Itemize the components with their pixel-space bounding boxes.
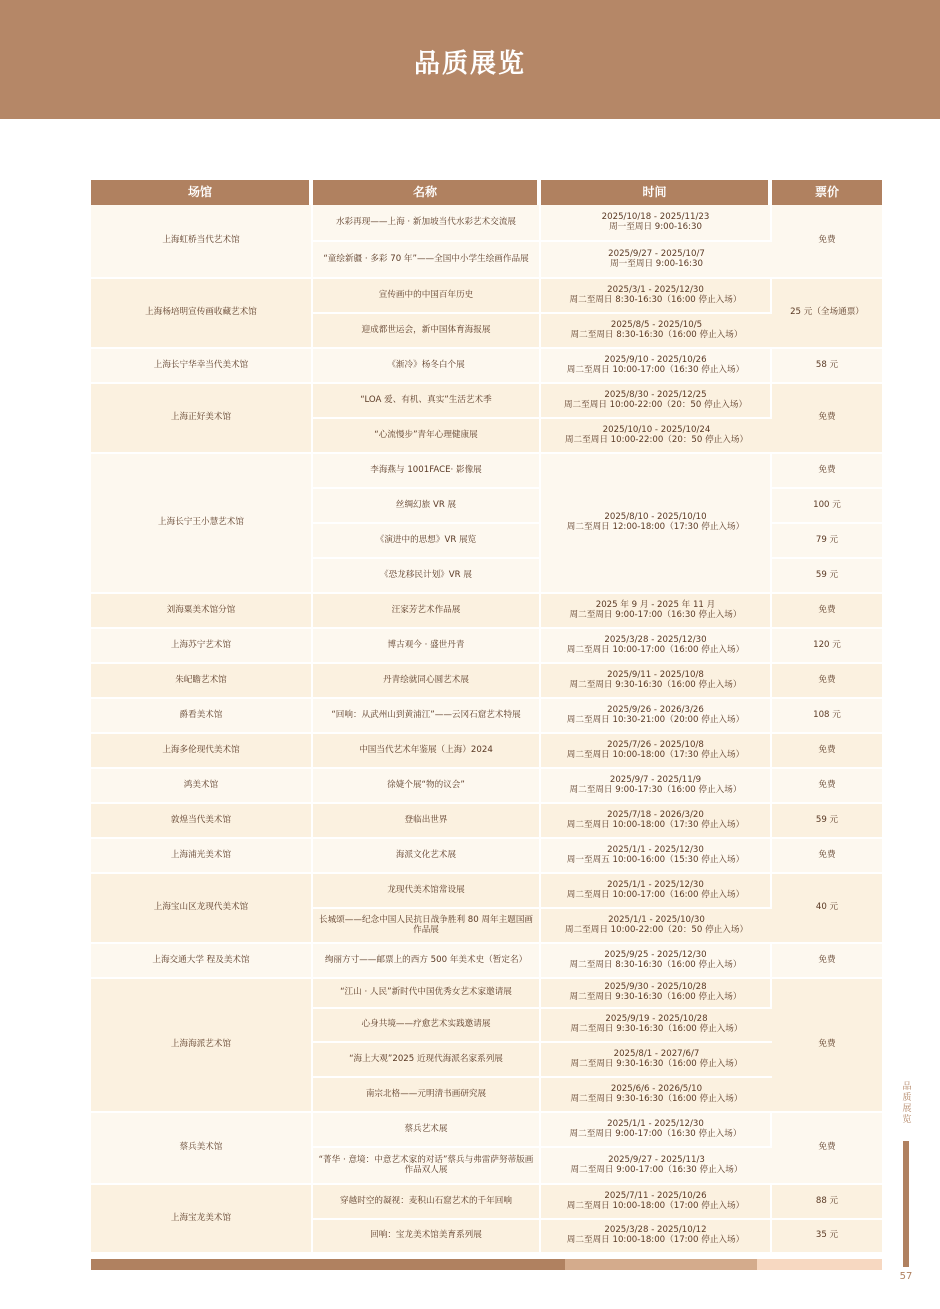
exhibition-name-cell: 中国当代艺术年鉴展（上海）2024 [313, 734, 541, 769]
opening-hours: 周二至周日 9:00-17:00（16:30 停止入场） [569, 1128, 742, 1139]
bottom-bar-mid [565, 1259, 757, 1270]
price-cell: 59 元 [772, 804, 882, 839]
time-cell [541, 454, 772, 594]
exhibition-name-cell: 心身共境——疗愈艺术实践邀请展 [313, 1009, 541, 1043]
table-row [91, 349, 882, 384]
date-range: 2025/7/18 - 2026/3/20 [607, 809, 704, 820]
opening-hours: 周二至周日 10:00-17:00（16:30 停止入场） [566, 364, 745, 375]
exhibition-name-cell: 丝绸幻旅 VR 展 [313, 489, 541, 524]
table-row [91, 769, 882, 804]
price-cell: 免费 [772, 979, 882, 1113]
time-cell [541, 1078, 772, 1113]
time-cell [541, 664, 772, 699]
date-range: 2025/9/27 - 2025/11/3 [608, 1154, 705, 1165]
date-range: 2025/7/11 - 2025/10/26 [604, 1190, 707, 1201]
table-row [91, 839, 882, 874]
date-range: 2025/9/7 - 2025/11/9 [609, 774, 702, 785]
date-range: 2025/3/28 - 2025/12/30 [604, 634, 707, 645]
opening-hours: 周二至周日 10:00-22:00（20：50 停止入场） [564, 924, 749, 935]
date-range: 2025/10/18 - 2025/11/23 [601, 211, 710, 222]
exhibition-name-cell: 宣传画中的中国百年历史 [313, 279, 541, 314]
date-range: 2025/9/26 - 2026/3/26 [607, 704, 704, 715]
venue-cell: 上海虹桥当代艺术馆 [91, 205, 313, 279]
time-cell [541, 419, 772, 454]
price-cell: 免费 [772, 205, 882, 279]
date-range: 2025/7/26 - 2025/10/8 [607, 739, 704, 750]
price-cell: 25 元（全场通票） [772, 279, 882, 349]
venue-cell: 上海海派艺术馆 [91, 979, 313, 1113]
venue-cell: 上海宝山区龙现代美术馆 [91, 874, 313, 944]
price-cell: 58 元 [772, 349, 882, 384]
price-cell: 免费 [772, 594, 882, 629]
price-cell: 100 元 [772, 489, 882, 524]
venue-cell: 上海杨培明宣传画收藏艺术馆 [91, 279, 313, 349]
exhibition-name-cell: 南宗北格——元明清书画研究展 [313, 1078, 541, 1113]
exhibition-name-cell: 海派文化艺术展 [313, 839, 541, 874]
time-cell [541, 1113, 772, 1148]
table-row [91, 594, 882, 629]
header-time: 时间 [541, 180, 772, 205]
venue-cell: 敦煌当代美术馆 [91, 804, 313, 839]
time-cell [541, 314, 772, 349]
exhibition-name-cell: “LOA 爱、有机、真实”生活艺术季 [313, 384, 541, 419]
date-range: 2025/9/10 - 2025/10/26 [604, 354, 707, 365]
venue-cell: 上海苏宁艺术馆 [91, 629, 313, 664]
price-cell: 35 元 [772, 1220, 882, 1254]
opening-hours: 周二至周日 12:00-18:00（17:30 停止入场） [566, 522, 745, 532]
opening-hours: 周二至周日 9:30-16:30（16:00 停止入场） [570, 1058, 743, 1069]
price-cell: 免费 [772, 454, 882, 489]
table-row [91, 1185, 882, 1220]
venue-cell: 上海宝龙美术馆 [91, 1185, 313, 1254]
venue-cell: 上海长宁华幸当代美术馆 [91, 349, 313, 384]
price-cell: 免费 [772, 839, 882, 874]
date-range: 2025/1/1 - 2025/12/30 [607, 1118, 704, 1129]
side-accent-bar [903, 1141, 909, 1267]
price-cell: 免费 [772, 664, 882, 699]
table-row [91, 454, 882, 489]
time-cell [541, 874, 772, 909]
exhibition-name-cell: 李海燕与 1001FACE· 影像展 [313, 454, 541, 489]
header-name: 名称 [313, 180, 541, 205]
bottom-bar-light [757, 1259, 882, 1270]
exhibition-name-cell: “回响：从武州山到黄浦江”——云冈石窟艺术特展 [313, 699, 541, 734]
table-row [91, 205, 882, 242]
exhibition-name-cell: 穿越时空的凝视：麦积山石窟艺术的千年回响 [313, 1185, 541, 1220]
price-cell: 108 元 [772, 699, 882, 734]
date-range: 2025/6/6 - 2026/5/10 [610, 1083, 703, 1094]
exhibition-name-cell: 水彩再现——上海 · 新加坡当代水彩艺术交流展 [313, 205, 541, 242]
time-cell [541, 279, 772, 314]
exhibition-name-cell: 长城颂——纪念中国人民抗日战争胜利 80 周年主题国画作品展 [313, 909, 541, 944]
date-range: 2025/9/11 - 2025/10/8 [607, 669, 704, 680]
venue-cell: 上海多伦现代美术馆 [91, 734, 313, 769]
time-cell [541, 979, 772, 1009]
opening-hours: 周二至周日 8:30-16:30（16:00 停止入场） [570, 329, 743, 340]
date-range: 2025/8/10 - 2025/10/10 [604, 512, 707, 523]
venue-cell: 爵看美术馆 [91, 699, 313, 734]
header-price: 票价 [772, 180, 882, 205]
exhibition-name-cell: 《演进中的思想》VR 展览 [313, 524, 541, 559]
exhibition-name-cell: “童绘新疆 · 多彩 70 年”——全国中小学生绘画作品展 [313, 242, 541, 279]
bottom-bar-dark [91, 1259, 565, 1270]
page-number: 57 [899, 1271, 913, 1282]
table-row [91, 629, 882, 664]
time-cell [541, 1148, 772, 1185]
exhibition-name-cell: “海上大观”2025 近现代海派名家系列展 [313, 1043, 541, 1078]
venue-cell: 鸿美术馆 [91, 769, 313, 804]
time-cell [541, 242, 772, 279]
time-cell [541, 769, 772, 804]
time-cell [541, 1185, 772, 1220]
opening-hours: 周二至周日 9:00-17:30（16:00 停止入场） [569, 784, 742, 795]
opening-hours: 周二至周日 9:00-17:00（16:30 停止入场） [569, 609, 742, 620]
opening-hours: 周二至周日 10:00-22:00（20：50 停止入场） [563, 399, 748, 410]
time-cell [541, 944, 772, 979]
opening-hours: 周二至周日 9:30-16:30（16:00 停止入场） [569, 992, 742, 1002]
side-char: 展 [902, 1104, 912, 1114]
price-cell: 免费 [772, 944, 882, 979]
venue-cell: 上海正好美术馆 [91, 384, 313, 454]
side-char: 品 [902, 1082, 912, 1092]
opening-hours: 周二至周日 8:30-16:30（16:00 停止入场） [569, 294, 742, 305]
opening-hours: 周二至周日 9:30-16:30（16:00 停止入场） [570, 1093, 743, 1104]
date-range: 2025/9/30 - 2025/10/28 [604, 982, 707, 993]
date-range: 2025/3/28 - 2025/10/12 [604, 1225, 707, 1236]
date-range: 2025 年 9 月 - 2025 年 11 月 [595, 599, 716, 610]
price-cell: 免费 [772, 1113, 882, 1185]
time-cell [541, 804, 772, 839]
price-cell: 120 元 [772, 629, 882, 664]
time-cell [541, 1043, 772, 1078]
table-row [91, 699, 882, 734]
opening-hours: 周二至周日 10:30-21:00（20:00 停止入场） [566, 714, 745, 725]
opening-hours: 周一至周日 9:00-16:30 [610, 258, 703, 269]
date-range: 2025/9/19 - 2025/10/28 [605, 1014, 708, 1025]
opening-hours: 周二至周日 10:00-18:00（17:30 停止入场） [566, 749, 745, 760]
exhibition-name-cell: 博古观今 · 盛世丹青 [313, 629, 541, 664]
opening-hours: 周二至周日 10:00-17:00（16:00 停止入场） [566, 889, 745, 900]
time-cell [541, 1220, 772, 1254]
time-cell [541, 349, 772, 384]
date-range: 2025/1/1 - 2025/10/30 [608, 914, 705, 925]
time-cell [541, 839, 772, 874]
exhibition-name-cell: “菁华 · 意境：中意艺术家的对话”蔡兵与弗雷萨努蒂版画作品双人展 [313, 1148, 541, 1185]
date-range: 2025/1/1 - 2025/12/30 [607, 844, 704, 855]
time-cell [541, 384, 772, 419]
exhibition-name-cell: 《渐冷》杨冬白个展 [313, 349, 541, 384]
side-char: 质 [902, 1093, 912, 1103]
date-range: 2025/9/27 - 2025/10/7 [608, 248, 705, 259]
price-cell: 88 元 [772, 1185, 882, 1220]
time-cell [541, 594, 772, 629]
table-row [91, 734, 882, 769]
opening-hours: 周二至周日 10:00-22:00（20：50 停止入场） [564, 434, 749, 445]
side-section-label [901, 1082, 913, 1126]
date-range: 2025/8/30 - 2025/12/25 [604, 389, 707, 400]
time-cell [541, 909, 772, 944]
exhibition-name-cell: 龙现代美术馆常设展 [313, 874, 541, 909]
venue-cell: 上海长宁王小慧艺术馆 [91, 454, 313, 594]
exhibition-name-cell: 徐婕个展“物的议会” [313, 769, 541, 804]
table-row [91, 384, 882, 419]
venue-cell: 上海浦光美术馆 [91, 839, 313, 874]
table-row [91, 804, 882, 839]
exhibition-name-cell: 绚丽方寸——邮票上的西方 500 年美术史（暂定名） [313, 944, 541, 979]
opening-hours: 周二至周日 8:30-16:30（16:00 停止入场） [569, 959, 742, 970]
exhibition-table [91, 180, 882, 1254]
table-row [91, 979, 882, 1009]
price-cell: 40 元 [772, 874, 882, 944]
venue-cell: 蔡兵美术馆 [91, 1113, 313, 1185]
exhibition-name-cell: 登临出世界 [313, 804, 541, 839]
date-range: 2025/10/10 - 2025/10/24 [602, 424, 711, 435]
venue-cell: 刘海粟美术馆分馆 [91, 594, 313, 629]
table-row [91, 279, 882, 314]
opening-hours: 周二至周日 10:00-17:00（16:00 停止入场） [566, 644, 745, 655]
page-title: 品质展览 [413, 49, 526, 79]
table-row [91, 944, 882, 979]
exhibition-name-cell: 迎成都世运会，新中国体育海报展 [313, 314, 541, 349]
date-range: 2025/8/1 - 2027/6/7 [613, 1048, 700, 1059]
price-cell: 79 元 [772, 524, 882, 559]
exhibition-name-cell: 蔡兵艺术展 [313, 1113, 541, 1148]
date-range: 2025/9/25 - 2025/12/30 [604, 949, 707, 960]
opening-hours: 周二至周日 9:00-17:00（16:30 停止入场） [570, 1164, 743, 1175]
time-cell [541, 1009, 772, 1043]
opening-hours: 周二至周日 10:00-18:00（17:30 停止入场） [566, 819, 745, 830]
exhibition-name-cell: 丹青绘就同心圆艺术展 [313, 664, 541, 699]
exhibition-name-cell: “江山 · 人民”新时代中国优秀女艺术家邀请展 [313, 979, 541, 1009]
table-row [91, 664, 882, 699]
opening-hours: 周一至周五 10:00-16:00（15:30 停止入场） [566, 854, 745, 865]
opening-hours: 周二至周日 9:30-16:30（16:00 停止入场） [570, 1024, 743, 1034]
time-cell [541, 734, 772, 769]
opening-hours: 周一至周日 9:00-16:30 [609, 221, 702, 232]
exhibition-table-wrapper [91, 180, 882, 1254]
time-cell [541, 205, 772, 242]
price-cell: 免费 [772, 734, 882, 769]
exhibition-name-cell: “心流慢步”青年心理健康展 [313, 419, 541, 454]
opening-hours: 周二至周日 9:30-16:30（16:00 停止入场） [569, 679, 742, 690]
time-cell [541, 699, 772, 734]
opening-hours: 周二至周日 10:00-18:00（17:00 停止入场） [566, 1200, 745, 1211]
date-range: 2025/3/1 - 2025/12/30 [607, 284, 704, 295]
time-cell [541, 629, 772, 664]
table-header-row [91, 180, 882, 205]
date-range: 2025/8/5 - 2025/10/5 [610, 319, 703, 330]
venue-cell: 朱屺瞻艺术馆 [91, 664, 313, 699]
header-venue: 场馆 [91, 180, 313, 205]
date-range: 2025/1/1 - 2025/12/30 [607, 879, 704, 890]
exhibition-name-cell: 《恐龙移民计划》VR 展 [313, 559, 541, 594]
venue-cell: 上海交通大学 程及美术馆 [91, 944, 313, 979]
price-cell: 免费 [772, 384, 882, 454]
table-row [91, 1113, 882, 1148]
price-cell: 免费 [772, 769, 882, 804]
table-row [91, 874, 882, 909]
side-char: 览 [902, 1115, 912, 1125]
table-body [91, 205, 882, 1254]
opening-hours: 周二至周日 10:00-18:00（17:00 停止入场） [566, 1235, 745, 1245]
exhibition-name-cell: 回响：宝龙美术馆美育系列展 [313, 1220, 541, 1254]
exhibition-name-cell: 汪家芳艺术作品展 [313, 594, 541, 629]
price-cell: 59 元 [772, 559, 882, 594]
page-banner [0, 0, 940, 119]
